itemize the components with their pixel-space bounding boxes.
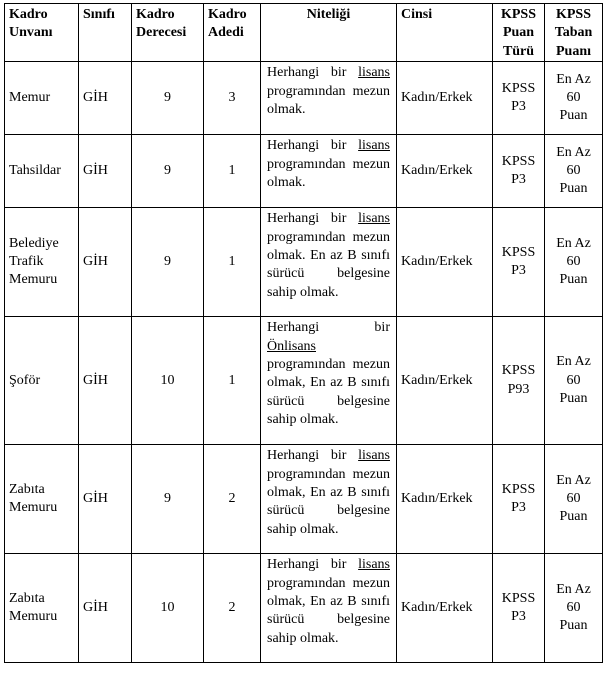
nitelik-pre: Herhangi bir: [267, 448, 359, 464]
cell-kadro-adedi: 1: [204, 208, 261, 317]
nitelik-pre: Herhangi bir: [267, 557, 359, 573]
cell-line: KPSS: [501, 363, 536, 379]
header-kadro-unvani: [5, 4, 79, 62]
cell-cinsi: Kadın/Erkek: [397, 208, 493, 317]
cell-kadro-unvani: [5, 445, 79, 554]
cell-line: En Az: [556, 472, 591, 488]
cell-kpss-puan-turu: [493, 445, 545, 554]
nitelik-underlined: lisans: [358, 138, 390, 154]
cell-line: KPSS: [501, 80, 536, 96]
cell-line: Zabıta: [9, 590, 45, 606]
nitelik-pre: Herhangi bir: [267, 65, 359, 81]
cell-line: En Az: [556, 144, 591, 160]
cell-line: P3: [511, 99, 526, 115]
cell-kadro-derecesi: 9: [132, 62, 204, 135]
cell-line: Puan: [559, 509, 588, 525]
cell-kpss-puan-turu: [493, 62, 545, 135]
table-row: [5, 62, 603, 135]
table-row: [5, 445, 603, 554]
cell-line: 60: [566, 372, 581, 388]
nitelik-post: programından mezun olmak, En az B sınıfı sürücü belgesine sahip olmak.: [267, 575, 390, 646]
cell-line: Puan: [559, 181, 588, 197]
nitelik-underlined: lisans: [358, 557, 390, 573]
header-line: Kadro: [208, 7, 247, 22]
cell-kadro-unvani: [5, 554, 79, 663]
cell-line: Memuru: [9, 272, 58, 288]
cell-line: 60: [566, 254, 581, 270]
header-line: Puan: [502, 25, 535, 41]
cell-sinifi: GİH: [79, 317, 132, 445]
cell-kadro-adedi: 2: [204, 554, 261, 663]
cell-line: KPSS: [501, 481, 536, 497]
header-line: Kadro: [9, 7, 48, 22]
nitelik-underlined: Önlisans: [267, 338, 316, 354]
cell-kpss-taban-puani: [545, 208, 603, 317]
cell-sinifi: GİH: [79, 554, 132, 663]
cell-line: Memur: [9, 90, 51, 106]
cell-kpss-puan-turu: [493, 554, 545, 663]
cell-line: KPSS: [501, 590, 536, 606]
cell-kadro-adedi: 1: [204, 135, 261, 208]
header-line: Kadro: [136, 7, 175, 22]
table-body: [5, 62, 603, 663]
cell-line: En Az: [556, 581, 591, 597]
cell-line: En Az: [556, 235, 591, 251]
cell-kpss-puan-turu: [493, 208, 545, 317]
cell-kadro-unvani: [5, 317, 79, 445]
cell-kpss-puan-turu: [493, 317, 545, 445]
cell-kadro-adedi: 1: [204, 317, 261, 445]
cell-line: 60: [566, 90, 581, 106]
cell-sinifi: GİH: [79, 135, 132, 208]
header-kadro-adedi: [204, 4, 261, 62]
cell-line: Memuru: [9, 609, 58, 625]
nitelik-pre: Herhangi bir: [267, 211, 359, 227]
cell-kadro-derecesi: 10: [132, 554, 204, 663]
cell-line: Tahsildar: [9, 163, 61, 179]
table-row: [5, 554, 603, 663]
nitelik-post: programından mezun olmak, En az B sınıfı sürücü belgesine sahip olmak.: [267, 466, 390, 537]
cell-line: Puan: [559, 390, 588, 406]
table-row: [5, 208, 603, 317]
cell-cinsi: Kadın/Erkek: [397, 445, 493, 554]
cell-niteligi: [261, 208, 397, 317]
cell-line: Memuru: [9, 500, 58, 516]
cell-niteligi: [261, 62, 397, 135]
cell-line: KPSS: [501, 153, 536, 169]
cell-line: P3: [511, 500, 526, 516]
cell-sinifi: GİH: [79, 445, 132, 554]
header-line: Derecesi: [136, 25, 187, 41]
table-row: [5, 135, 603, 208]
header-line: KPSS: [500, 7, 536, 22]
header-cinsi: Cinsi: [397, 4, 493, 62]
nitelik-underlined: lisans: [358, 448, 390, 464]
cell-line: 60: [566, 491, 581, 507]
cell-niteligi: [261, 445, 397, 554]
cell-kpss-taban-puani: [545, 554, 603, 663]
cell-line: Trafik: [9, 254, 44, 270]
cell-sinifi: GİH: [79, 208, 132, 317]
header-line: Adedi: [208, 25, 244, 41]
header-line: Türü: [502, 43, 535, 59]
cell-kpss-puan-turu: [493, 135, 545, 208]
header-kpss-taban-puani: [545, 4, 603, 62]
cell-kadro-adedi: 2: [204, 445, 261, 554]
nitelik-pre: Herhangi bir: [267, 320, 390, 336]
header-niteligi: Niteliği: [261, 4, 397, 62]
cell-niteligi: [261, 135, 397, 208]
cell-cinsi: Kadın/Erkek: [397, 135, 493, 208]
cell-line: Puan: [559, 108, 588, 124]
table-row: [5, 317, 603, 445]
cell-line: En Az: [556, 354, 591, 370]
cell-line: P3: [511, 263, 526, 279]
cell-line: P93: [507, 381, 530, 397]
cell-line: Şoför: [9, 372, 41, 388]
header-line: KPSS: [555, 7, 591, 22]
cell-kadro-unvani: [5, 135, 79, 208]
nitelik-pre: Herhangi bir: [267, 138, 359, 154]
cell-kadro-adedi: 3: [204, 62, 261, 135]
cell-line: En Az: [556, 71, 591, 87]
nitelik-underlined: lisans: [358, 65, 390, 81]
cell-cinsi: Kadın/Erkek: [397, 62, 493, 135]
cell-niteligi: [261, 317, 397, 445]
nitelik-post: programından mezun olmak.: [267, 83, 390, 118]
cell-line: P3: [511, 609, 526, 625]
header-kadro-derecesi: [132, 4, 204, 62]
nitelik-post: programından mezun olmak. En az B sınıfı sürücü belgesine sahip olmak.: [267, 229, 390, 300]
cell-kpss-taban-puani: [545, 317, 603, 445]
cell-cinsi: Kadın/Erkek: [397, 554, 493, 663]
cell-kpss-taban-puani: [545, 445, 603, 554]
cell-kadro-derecesi: 10: [132, 317, 204, 445]
cell-line: Zabıta: [9, 481, 45, 497]
cell-kadro-derecesi: 9: [132, 135, 204, 208]
header-sinifi: Sınıfı: [79, 4, 132, 62]
cell-kadro-derecesi: 9: [132, 445, 204, 554]
cell-kadro-derecesi: 9: [132, 208, 204, 317]
header-row: [5, 4, 603, 62]
cell-niteligi: [261, 554, 397, 663]
cell-kpss-taban-puani: [545, 135, 603, 208]
header-line: Puanı: [555, 43, 591, 59]
cell-kadro-unvani: [5, 62, 79, 135]
kadro-table: [4, 3, 603, 663]
cell-line: Belediye: [9, 235, 59, 251]
cell-line: KPSS: [501, 244, 536, 260]
cell-kadro-unvani: [5, 208, 79, 317]
cell-line: Puan: [559, 272, 588, 288]
nitelik-post: programından mezun olmak.: [267, 156, 390, 191]
cell-line: 60: [566, 163, 581, 179]
cell-sinifi: GİH: [79, 62, 132, 135]
cell-line: 60: [566, 600, 581, 616]
header-line: Unvanı: [9, 25, 53, 41]
nitelik-post: programından mezun olmak, En az B sınıfı sürücü belgesine sahip olmak.: [267, 357, 390, 428]
header-kpss-puan-turu: [493, 4, 545, 62]
nitelik-underlined: lisans: [358, 211, 390, 227]
cell-line: P3: [511, 172, 526, 188]
cell-cinsi: Kadın/Erkek: [397, 317, 493, 445]
cell-kpss-taban-puani: [545, 62, 603, 135]
cell-line: Puan: [559, 618, 588, 634]
header-line: Taban: [554, 25, 593, 41]
